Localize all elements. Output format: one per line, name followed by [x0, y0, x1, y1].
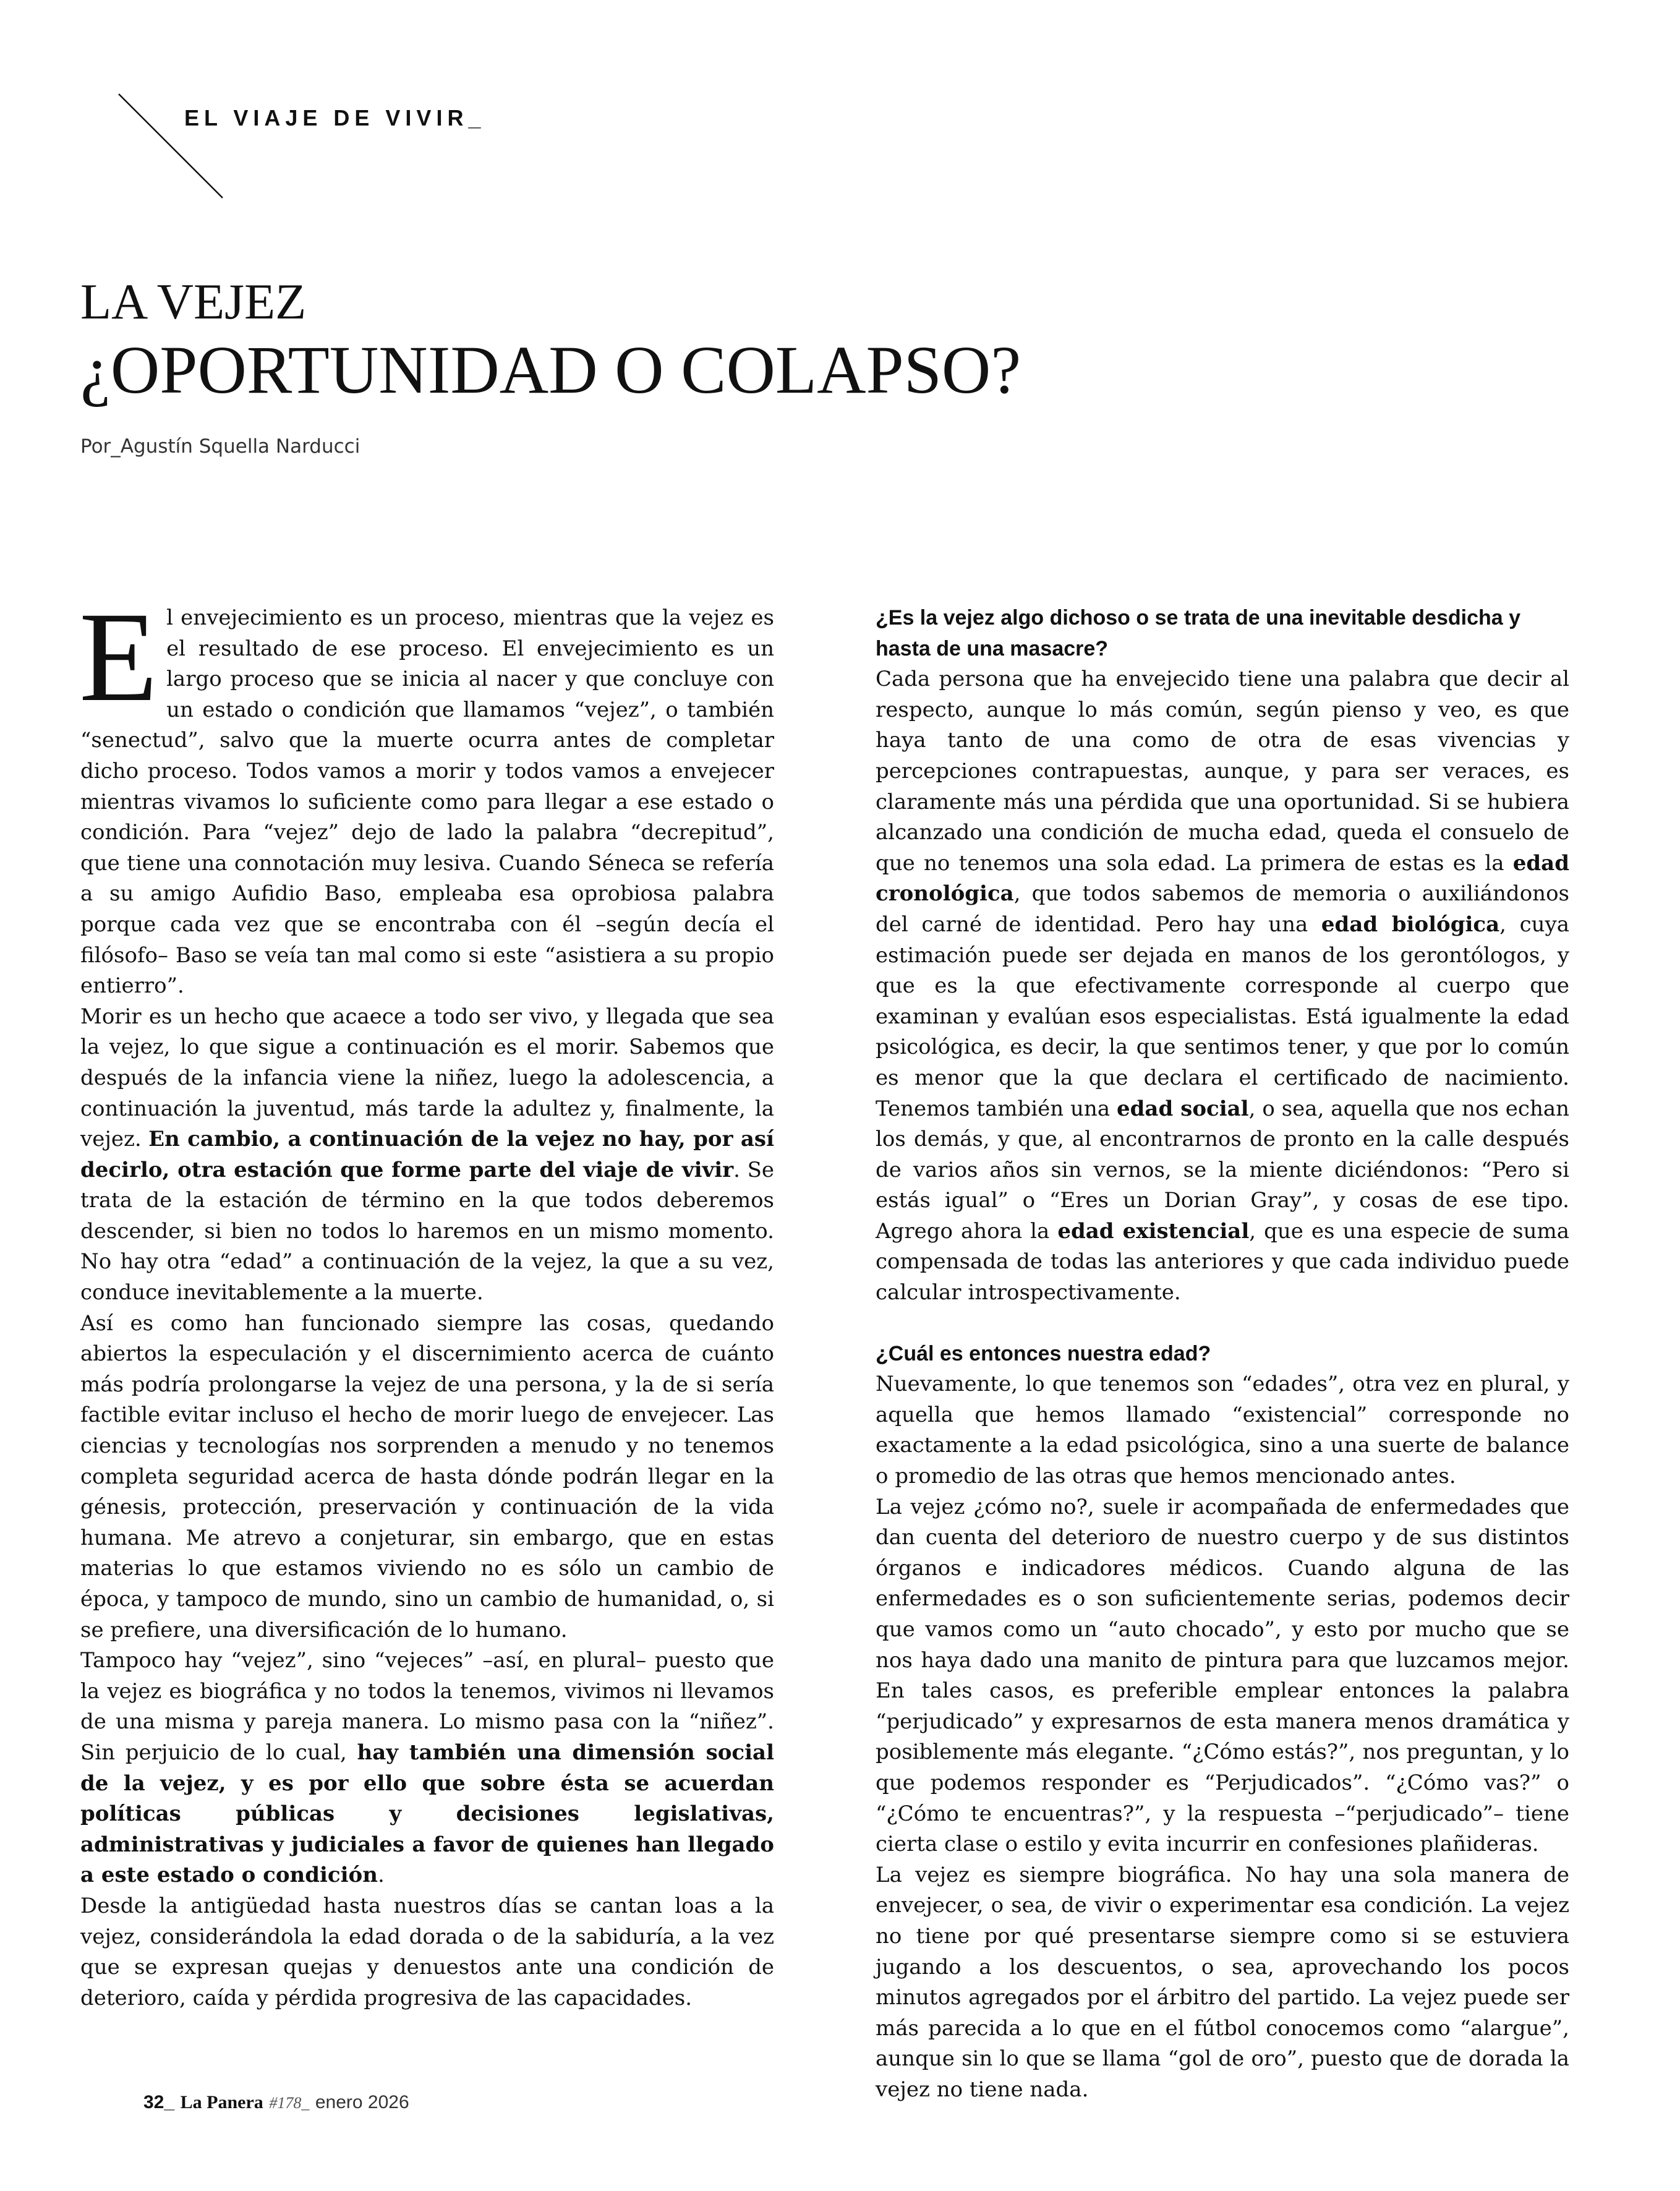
title-line-1: LA VEJEZ: [80, 273, 307, 330]
highlight-text: edad cronológica: [876, 850, 1569, 907]
subheading-2: ¿Cuál es entonces nuestra edad?: [876, 1341, 1211, 1365]
issue-number: #178_: [269, 2094, 310, 2112]
paragraph-7: Nuevamente, lo que tenemos son “edades”, otra vez en plural, y aquella que hemos llamado “existencial” corresponde no exactamente a la edad psicológica, sino a una suerte de balance o promedio de las otras que hemos mencionado antes.: [876, 1372, 1569, 1489]
magazine-name: La Panera: [180, 2092, 263, 2112]
highlight-text: edad social: [1117, 1096, 1249, 1121]
highlight-text: edad biológica: [1321, 912, 1500, 937]
drop-cap: E: [79, 586, 158, 728]
byline: Por_Agustín Squella Narducci: [80, 435, 360, 458]
paragraph-4: Tampoco hay “vejez”, sino “vejeces” –así, en plural– puesto que la vejez es biográfica y no todos la tenemos, vivimos ni llevamos de una misma y pareja manera. Lo mismo pasa con la “niñez”. Sin perjuicio de lo cual, hay también una dimensión social de la vejez, y es por ello que sobre ésta se acuerdan políticas públicas y decisiones legislativas, administrativas y judiciales a favor de quienes han llegado a este estado o condición.: [80, 1648, 775, 1888]
paragraph-1: El envejecimiento es un proceso, mientras que la vejez es el resultado de ese proceso. El envejecimiento es un largo proceso que se inicia al nacer y que concluye con un estado o condición que llamamos “vejez”, o también “senectud”, salvo que la muerte ocurra antes de completar dicho proceso. Todos vamos a morir y todos vamos a envejecer mientras vivamos lo suficiente como para llegar a ese estado o condición. Para “vejez” dejo de lado la palabra “decrepitud”, que tiene una connotación muy lesiva. Cuando Séneca se refería a su amigo Aufidio Baso, empleaba esa oprobiosa palabra porque cada vez que se encontraba con él –según decía el filósofo– Baso se veía tan mal como si este “asistiera a su propio entierro”.: [79, 586, 774, 999]
section-tag: EL VIAJE DE VIVIR_: [184, 105, 486, 130]
issue-date: enero 2026: [315, 2092, 409, 2112]
page-footer: [143, 2091, 409, 2113]
subheading-1: ¿Es la vejez algo dichoso o se trata de una inevitable desdicha y hasta de una masacre?: [876, 606, 1521, 660]
right-column: [876, 603, 1569, 2106]
section-spacer: [876, 1309, 1569, 1339]
paragraph-3: Así es como han funcionado siempre las cosas, quedando abiertos la especulación y el discernimiento acerca de cuánto más podría prolongarse la vejez de una persona, y la de si sería factible evitar incluso el hecho de morir luego de envejecer. Las ciencias y tecnologías nos sorprenden a menudo y no tenemos completa seguridad acerca de hasta dónde podrán llegar en la génesis, protección, preservación y continuación de la vida humana. Me atrevo a conjeturar, sin embargo, que en estas materias lo que estamos viviendo no es sólo un cambio de época, y tampoco de mundo, sino un cambio de humanidad, o, si se prefiere, una diversificación de lo humano.: [80, 1310, 774, 1642]
title-line-2: ¿OPORTUNIDAD O COLAPSO?: [80, 332, 1021, 408]
paragraph-9: La vejez es siempre biográfica. No hay una sola manera de envejecer, o sea, de vivir o experimentar esa condición. La vejez no tiene por qué presentarse siempre como si se estuviera jugando a los descuentos, o sea, aprovechando los pocos minutos agregados por el árbitro del partido. La vejez puede ser más parecida a lo que en el fútbol conocemos como “alargue”, aunque sin lo que se llama “gol de oro”, puesto que de dorada la vejez no tiene nada.: [876, 1862, 1569, 2102]
paragraph-6: Cada persona que ha envejecido tiene una palabra que decir al respecto, aunque lo más común, según pienso y veo, es que haya tanto de una como de otra de esas vivencias y percepciones contrapuestas, aunque, y para ser veraces, es claramente más una pérdida que una oportunidad. Si se hubiera alcanzado una condición de mucha edad, queda el consuelo de que no tenemos una sola edad. La primera de estas es la edad cronológica, que todos sabemos de memoria o auxiliándonos del carné de identidad. Pero hay una edad biológica, cuya estimación puede ser dejada en manos de los gerontólogos, y que es la que efectivamente corresponde al cuerpo que examinan y evalúan esos especialistas. Está igualmente la edad psicológica, es decir, la que sentimos tener, y que por lo común es menor que la que declara el certificado de nacimiento. Tenemos también una edad social, o sea, aquella que nos echan los demás, y que, al encontrarnos de pronto en la calle después de varios años sin vernos, se la miente diciéndonos: “Pero si estás igual” o “Eres un Dorian Gray”, y cosas de ese tipo. Agrego ahora la edad existencial, que es una especie de suma compensada de todas las anteriores y que cada individuo puede calcular introspectivamente.: [876, 667, 1570, 1305]
paragraph-8: La vejez ¿cómo no?, suele ir acompañada de enfermedades que dan cuenta del deterioro de nuestro cuerpo y de sus distintos órganos e indicadores médicos. Cuando alguna de las enfermedades es o son suficientemente serias, podemos decir que vamos como un “auto chocado”, y esto por mucho que se nos haya dado una manito de pintura para que luzcamos mejor. En tales casos, es preferible emplear entonces la palabra “perjudicado” y expresarnos de esta manera menos dramática y posiblemente más elegante. “¿Cómo estás?”, nos preguntan, y lo que podemos responder es “Perjudicados”. “¿Cómo vas?” o “¿Cómo te encuentras?”, y la respuesta –“perjudicado”– tiene cierta clase o estilo y evita incurrir en confesiones plañideras.: [876, 1494, 1569, 1857]
highlight-text: En cambio, a continuación de la vejez no hay, por así decirlo, otra estación que forme parte del viaje de vivir: [80, 1127, 774, 1182]
article-title: [80, 272, 1595, 408]
paragraph-2: Morir es un hecho que acaece a todo ser vivo, y llegada que sea la vejez, lo que sigue a continuación es el morir. Sabemos que después de la infancia viene la niñez, luego la adolescencia, a continuación la juventud, más tarde la adultez y, finalmente, la vejez. En cambio, a continuación de la vejez no hay, por así decirlo, otra estación que forme parte del viaje de vivir. Se trata de la estación de término en la que todos deberemos descender, si bien no todos lo haremos en un mismo momento. No hay otra “edad” a continuación de la vejez, la que a su vez, conduce inevitablemente a la muerte.: [80, 1004, 774, 1305]
left-column: [79, 586, 775, 2014]
page-number: 32_: [143, 2092, 175, 2112]
highlight-text: edad existencial: [1057, 1218, 1250, 1244]
highlight-text: hay también una dimensión social de la vejez, y es por ello que sobre ésta se acuerdan políticas públicas y decisiones legislativas, administrativas y judiciales a favor de quienes han llegado a este estado o condición: [80, 1740, 775, 1888]
paragraph-5: Desde la antigüedad hasta nuestros días se cantan loas a la vejez, considerándola la edad dorada o de la sabiduría, a la vez que se expresan quejas y denuestos ante una condición de deterioro, caída y pérdida progresiva de las capacidades.: [80, 1893, 774, 2010]
